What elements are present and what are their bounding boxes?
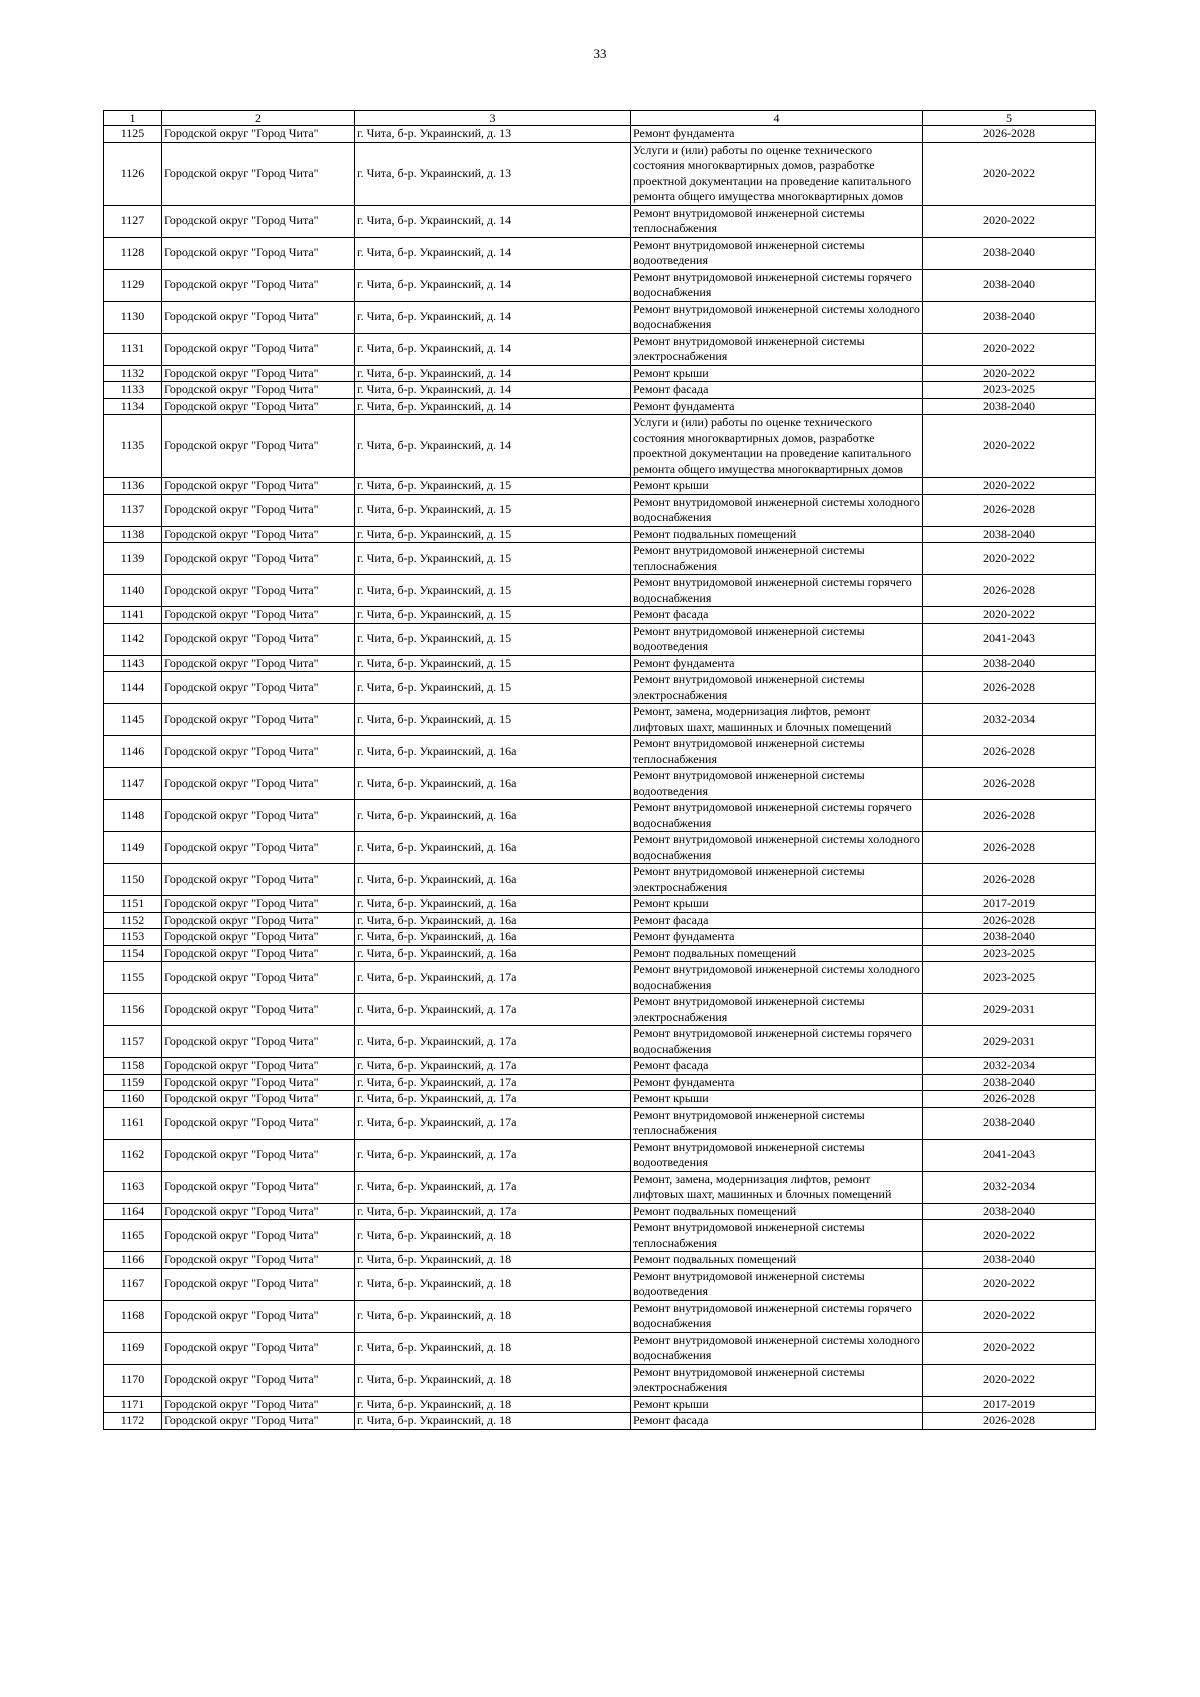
row-number-cell: 1126 [104,142,162,205]
municipality-cell: Городской округ "Город Чита" [162,1091,355,1108]
row-number-cell: 1133 [104,382,162,399]
table-row [104,575,1096,607]
work-type-cell: Ремонт фундамента [631,655,923,672]
work-type-cell: Ремонт внутридомовой инженерной системы горячего водоснабжения [631,1300,923,1332]
municipality-cell: Городской округ "Город Чита" [162,126,355,143]
address-cell: г. Чита, б-р. Украинский, д. 15 [355,478,631,495]
municipality-cell: Городской округ "Город Чита" [162,1026,355,1058]
row-number-cell: 1141 [104,607,162,624]
period-cell: 2038-2040 [923,929,1096,946]
table-body [104,126,1096,1430]
municipality-cell: Городской округ "Город Чита" [162,832,355,864]
period-cell: 2038-2040 [923,1107,1096,1139]
address-cell: г. Чита, б-р. Украинский, д. 14 [355,333,631,365]
address-cell: г. Чита, б-р. Украинский, д. 16а [355,768,631,800]
table-row [104,365,1096,382]
row-number-cell: 1161 [104,1107,162,1139]
period-cell: 2032-2034 [923,1058,1096,1075]
address-cell: г. Чита, б-р. Украинский, д. 14 [355,301,631,333]
period-cell: 2020-2022 [923,415,1096,478]
table-row [104,1074,1096,1091]
row-number-cell: 1140 [104,575,162,607]
work-type-cell: Ремонт внутридомовой инженерной системы горячего водоснабжения [631,800,923,832]
row-number-cell: 1155 [104,962,162,994]
municipality-cell: Городской округ "Город Чита" [162,1396,355,1413]
table-row [104,912,1096,929]
repair-schedule-table [103,110,1096,1430]
work-type-cell: Ремонт внутридомовой инженерной системы холодного водоснабжения [631,494,923,526]
address-cell: г. Чита, б-р. Украинский, д. 13 [355,126,631,143]
municipality-cell: Городской округ "Город Чита" [162,1332,355,1364]
table-row [104,543,1096,575]
table-row [104,142,1096,205]
period-cell: 2026-2028 [923,832,1096,864]
address-cell: г. Чита, б-р. Украинский, д. 18 [355,1413,631,1430]
municipality-cell: Городской округ "Город Чита" [162,736,355,768]
municipality-cell: Городской округ "Город Чита" [162,543,355,575]
table-row [104,945,1096,962]
table-row [104,415,1096,478]
row-number-cell: 1152 [104,912,162,929]
table-row [104,1058,1096,1075]
work-type-cell: Ремонт крыши [631,1091,923,1108]
row-number-cell: 1137 [104,494,162,526]
period-cell: 2038-2040 [923,237,1096,269]
period-cell: 2026-2028 [923,494,1096,526]
table-row [104,607,1096,624]
row-number-cell: 1159 [104,1074,162,1091]
table-row [104,929,1096,946]
work-type-cell: Ремонт внутридомовой инженерной системы теплоснабжения [631,543,923,575]
work-type-cell: Ремонт фасада [631,1413,923,1430]
address-cell: г. Чита, б-р. Украинский, д. 15 [355,704,631,736]
row-number-cell: 1162 [104,1139,162,1171]
municipality-cell: Городской округ "Город Чита" [162,478,355,495]
work-type-cell: Ремонт фасада [631,382,923,399]
work-type-cell: Ремонт внутридомовой инженерной системы водоотведения [631,768,923,800]
period-cell: 2026-2028 [923,126,1096,143]
table-row [104,1139,1096,1171]
work-type-cell: Ремонт внутридомовой инженерной системы электроснабжения [631,333,923,365]
work-type-cell: Ремонт крыши [631,365,923,382]
municipality-cell: Городской округ "Город Чита" [162,398,355,415]
address-cell: г. Чита, б-р. Украинский, д. 18 [355,1220,631,1252]
period-cell: 2026-2028 [923,864,1096,896]
period-cell: 2038-2040 [923,526,1096,543]
work-type-cell: Ремонт внутридомовой инженерной системы электроснабжения [631,672,923,704]
row-number-cell: 1146 [104,736,162,768]
municipality-cell: Городской округ "Город Чита" [162,365,355,382]
municipality-cell: Городской округ "Город Чита" [162,1220,355,1252]
work-type-cell: Ремонт внутридомовой инженерной системы холодного водоснабжения [631,1332,923,1364]
work-type-cell: Ремонт внутридомовой инженерной системы теплоснабжения [631,1107,923,1139]
municipality-cell: Городской округ "Город Чита" [162,704,355,736]
table-row [104,1026,1096,1058]
municipality-cell: Городской округ "Город Чита" [162,237,355,269]
work-type-cell: Ремонт внутридомовой инженерной системы теплоснабжения [631,736,923,768]
row-number-cell: 1143 [104,655,162,672]
work-type-cell: Ремонт внутридомовой инженерной системы электроснабжения [631,994,923,1026]
work-type-cell: Ремонт внутридомовой инженерной системы водоотведения [631,237,923,269]
municipality-cell: Городской округ "Город Чита" [162,1364,355,1396]
table-row [104,1268,1096,1300]
row-number-cell: 1144 [104,672,162,704]
row-number-cell: 1142 [104,623,162,655]
table-row [104,1332,1096,1364]
period-cell: 2020-2022 [923,1268,1096,1300]
table-row [104,896,1096,913]
row-number-cell: 1125 [104,126,162,143]
municipality-cell: Городской округ "Город Чита" [162,655,355,672]
column-header-2: 2 [162,111,355,126]
period-cell: 2038-2040 [923,1203,1096,1220]
row-number-cell: 1164 [104,1203,162,1220]
work-type-cell: Ремонт внутридомовой инженерной системы электроснабжения [631,1364,923,1396]
table-row [104,398,1096,415]
table-row [104,800,1096,832]
work-type-cell: Ремонт внутридомовой инженерной системы холодного водоснабжения [631,832,923,864]
column-header-3: 3 [355,111,631,126]
period-cell: 2032-2034 [923,704,1096,736]
row-number-cell: 1166 [104,1252,162,1269]
address-cell: г. Чита, б-р. Украинский, д. 13 [355,142,631,205]
municipality-cell: Городской округ "Город Чита" [162,269,355,301]
row-number-cell: 1132 [104,365,162,382]
table-row [104,269,1096,301]
municipality-cell: Городской округ "Город Чита" [162,382,355,399]
table-row [104,301,1096,333]
address-cell: г. Чита, б-р. Украинский, д. 17а [355,1058,631,1075]
work-type-cell: Ремонт внутридомовой инженерной системы холодного водоснабжения [631,301,923,333]
municipality-cell: Городской округ "Город Чита" [162,1300,355,1332]
address-cell: г. Чита, б-р. Украинский, д. 16а [355,912,631,929]
row-number-cell: 1171 [104,1396,162,1413]
address-cell: г. Чита, б-р. Украинский, д. 14 [355,398,631,415]
row-number-cell: 1131 [104,333,162,365]
address-cell: г. Чита, б-р. Украинский, д. 15 [355,575,631,607]
table-row [104,736,1096,768]
table-row [104,1091,1096,1108]
row-number-cell: 1157 [104,1026,162,1058]
work-type-cell: Ремонт внутридомовой инженерной системы горячего водоснабжения [631,1026,923,1058]
address-cell: г. Чита, б-р. Украинский, д. 14 [355,237,631,269]
work-type-cell: Ремонт внутридомовой инженерной системы горячего водоснабжения [631,575,923,607]
table-row [104,1203,1096,1220]
table-row [104,478,1096,495]
work-type-cell: Ремонт подвальных помещений [631,1203,923,1220]
period-cell: 2020-2022 [923,333,1096,365]
row-number-cell: 1151 [104,896,162,913]
table-row [104,655,1096,672]
address-cell: г. Чита, б-р. Украинский, д. 18 [355,1364,631,1396]
municipality-cell: Городской округ "Город Чита" [162,800,355,832]
table-row [104,1300,1096,1332]
table-row [104,1396,1096,1413]
table-row [104,494,1096,526]
period-cell: 2020-2022 [923,1364,1096,1396]
period-cell: 2026-2028 [923,672,1096,704]
municipality-cell: Городской округ "Город Чита" [162,864,355,896]
municipality-cell: Городской округ "Город Чита" [162,205,355,237]
row-number-cell: 1172 [104,1413,162,1430]
row-number-cell: 1128 [104,237,162,269]
row-number-cell: 1167 [104,1268,162,1300]
address-cell: г. Чита, б-р. Украинский, д. 17а [355,1074,631,1091]
table-row [104,1413,1096,1430]
municipality-cell: Городской округ "Город Чита" [162,1252,355,1269]
period-cell: 2032-2034 [923,1171,1096,1203]
work-type-cell: Ремонт внутридомовой инженерной системы горячего водоснабжения [631,269,923,301]
municipality-cell: Городской округ "Город Чита" [162,1171,355,1203]
address-cell: г. Чита, б-р. Украинский, д. 18 [355,1396,631,1413]
municipality-cell: Городской округ "Город Чита" [162,1074,355,1091]
work-type-cell: Ремонт внутридомовой инженерной системы водоотведения [631,1268,923,1300]
row-number-cell: 1168 [104,1300,162,1332]
period-cell: 2026-2028 [923,575,1096,607]
address-cell: г. Чита, б-р. Украинский, д. 15 [355,526,631,543]
municipality-cell: Городской округ "Город Чита" [162,962,355,994]
table-row [104,237,1096,269]
table-row [104,333,1096,365]
municipality-cell: Городской округ "Город Чита" [162,1268,355,1300]
column-header-4: 4 [631,111,923,126]
work-type-cell: Ремонт, замена, модернизация лифтов, ремонт лифтовых шахт, машинных и блочных помещений [631,1171,923,1203]
period-cell: 2038-2040 [923,269,1096,301]
period-cell: 2017-2019 [923,896,1096,913]
period-cell: 2020-2022 [923,1220,1096,1252]
municipality-cell: Городской округ "Город Чита" [162,1413,355,1430]
table-row [104,382,1096,399]
period-cell: 2026-2028 [923,736,1096,768]
municipality-cell: Городской округ "Город Чита" [162,415,355,478]
table-row [104,962,1096,994]
municipality-cell: Городской округ "Город Чита" [162,672,355,704]
address-cell: г. Чита, б-р. Украинский, д. 17а [355,1171,631,1203]
table-row [104,994,1096,1026]
column-header-1: 1 [104,111,162,126]
address-cell: г. Чита, б-р. Украинский, д. 17а [355,962,631,994]
municipality-cell: Городской округ "Город Чита" [162,623,355,655]
period-cell: 2017-2019 [923,1396,1096,1413]
row-number-cell: 1148 [104,800,162,832]
period-cell: 2041-2043 [923,623,1096,655]
period-cell: 2038-2040 [923,398,1096,415]
municipality-cell: Городской округ "Город Чита" [162,1107,355,1139]
row-number-cell: 1135 [104,415,162,478]
period-cell: 2026-2028 [923,1413,1096,1430]
period-cell: 2020-2022 [923,543,1096,575]
address-cell: г. Чита, б-р. Украинский, д. 16а [355,832,631,864]
row-number-cell: 1160 [104,1091,162,1108]
work-type-cell: Ремонт внутридомовой инженерной системы теплоснабжения [631,1220,923,1252]
row-number-cell: 1145 [104,704,162,736]
work-type-cell: Ремонт фундамента [631,929,923,946]
municipality-cell: Городской округ "Город Чита" [162,301,355,333]
period-cell: 2020-2022 [923,607,1096,624]
address-cell: г. Чита, б-р. Украинский, д. 17а [355,994,631,1026]
period-cell: 2020-2022 [923,142,1096,205]
table-row [104,205,1096,237]
row-number-cell: 1156 [104,994,162,1026]
row-number-cell: 1153 [104,929,162,946]
table-row [104,1252,1096,1269]
work-type-cell: Ремонт фасада [631,912,923,929]
work-type-cell: Ремонт фундамента [631,1074,923,1091]
address-cell: г. Чита, б-р. Украинский, д. 17а [355,1107,631,1139]
table-row [104,1220,1096,1252]
period-cell: 2020-2022 [923,1300,1096,1332]
table-row [104,832,1096,864]
row-number-cell: 1169 [104,1332,162,1364]
period-cell: 2029-2031 [923,994,1096,1026]
table-row [104,1364,1096,1396]
period-cell: 2020-2022 [923,365,1096,382]
work-type-cell: Услуги и (или) работы по оценке технического состояния многоквартирных домов, разработке проектной документации на проведение капитального ремонта общего имущества многоквартирных домов [631,415,923,478]
address-cell: г. Чита, б-р. Украинский, д. 17а [355,1091,631,1108]
work-type-cell: Ремонт крыши [631,1396,923,1413]
work-type-cell: Ремонт фундамента [631,398,923,415]
row-number-cell: 1149 [104,832,162,864]
municipality-cell: Городской округ "Город Чита" [162,526,355,543]
address-cell: г. Чита, б-р. Украинский, д. 18 [355,1332,631,1364]
municipality-cell: Городской округ "Город Чита" [162,945,355,962]
row-number-cell: 1170 [104,1364,162,1396]
address-cell: г. Чита, б-р. Украинский, д. 16а [355,896,631,913]
row-number-cell: 1163 [104,1171,162,1203]
period-cell: 2026-2028 [923,800,1096,832]
address-cell: г. Чита, б-р. Украинский, д. 17а [355,1026,631,1058]
period-cell: 2020-2022 [923,205,1096,237]
work-type-cell: Ремонт подвальных помещений [631,945,923,962]
row-number-cell: 1165 [104,1220,162,1252]
table-row [104,1171,1096,1203]
address-cell: г. Чита, б-р. Украинский, д. 15 [355,543,631,575]
period-cell: 2038-2040 [923,1252,1096,1269]
work-type-cell: Ремонт внутридомовой инженерной системы водоотведения [631,1139,923,1171]
row-number-cell: 1134 [104,398,162,415]
period-cell: 2020-2022 [923,1332,1096,1364]
municipality-cell: Городской округ "Город Чита" [162,607,355,624]
address-cell: г. Чита, б-р. Украинский, д. 17а [355,1203,631,1220]
address-cell: г. Чита, б-р. Украинский, д. 16а [355,945,631,962]
work-type-cell: Услуги и (или) работы по оценке технического состояния многоквартирных домов, разработке проектной документации на проведение капитального ремонта общего имущества многоквартирных домов [631,142,923,205]
municipality-cell: Городской округ "Город Чита" [162,896,355,913]
work-type-cell: Ремонт подвальных помещений [631,526,923,543]
address-cell: г. Чита, б-р. Украинский, д. 14 [355,205,631,237]
table-row [104,704,1096,736]
table-row [104,768,1096,800]
period-cell: 2038-2040 [923,1074,1096,1091]
period-cell: 2041-2043 [923,1139,1096,1171]
period-cell: 2038-2040 [923,301,1096,333]
work-type-cell: Ремонт фасада [631,607,923,624]
row-number-cell: 1150 [104,864,162,896]
table-row [104,623,1096,655]
address-cell: г. Чита, б-р. Украинский, д. 18 [355,1268,631,1300]
municipality-cell: Городской округ "Город Чита" [162,1058,355,1075]
work-type-cell: Ремонт внутридомовой инженерной системы теплоснабжения [631,205,923,237]
work-type-cell: Ремонт подвальных помещений [631,1252,923,1269]
work-type-cell: Ремонт, замена, модернизация лифтов, ремонт лифтовых шахт, машинных и блочных помещений [631,704,923,736]
row-number-cell: 1154 [104,945,162,962]
period-cell: 2023-2025 [923,962,1096,994]
row-number-cell: 1127 [104,205,162,237]
period-cell: 2026-2028 [923,768,1096,800]
work-type-cell: Ремонт внутридомовой инженерной системы водоотведения [631,623,923,655]
row-number-cell: 1129 [104,269,162,301]
work-type-cell: Ремонт фундамента [631,126,923,143]
municipality-cell: Городской округ "Город Чита" [162,929,355,946]
period-cell: 2023-2025 [923,945,1096,962]
work-type-cell: Ремонт внутридомовой инженерной системы холодного водоснабжения [631,962,923,994]
address-cell: г. Чита, б-р. Украинский, д. 15 [355,494,631,526]
municipality-cell: Городской округ "Город Чита" [162,912,355,929]
table-row [104,864,1096,896]
address-cell: г. Чита, б-р. Украинский, д. 17а [355,1139,631,1171]
address-cell: г. Чита, б-р. Украинский, д. 15 [355,623,631,655]
address-cell: г. Чита, б-р. Украинский, д. 15 [355,655,631,672]
address-cell: г. Чита, б-р. Украинский, д. 15 [355,607,631,624]
table-row [104,526,1096,543]
table-row [104,126,1096,143]
address-cell: г. Чита, б-р. Украинский, д. 14 [355,365,631,382]
municipality-cell: Городской округ "Город Чита" [162,333,355,365]
row-number-cell: 1147 [104,768,162,800]
municipality-cell: Городской округ "Город Чита" [162,575,355,607]
municipality-cell: Городской округ "Город Чита" [162,142,355,205]
period-cell: 2023-2025 [923,382,1096,399]
address-cell: г. Чита, б-р. Украинский, д. 14 [355,269,631,301]
row-number-cell: 1158 [104,1058,162,1075]
municipality-cell: Городской округ "Город Чита" [162,1203,355,1220]
address-cell: г. Чита, б-р. Украинский, д. 14 [355,382,631,399]
row-number-cell: 1136 [104,478,162,495]
address-cell: г. Чита, б-р. Украинский, д. 15 [355,672,631,704]
municipality-cell: Городской округ "Город Чита" [162,494,355,526]
table-row [104,1107,1096,1139]
column-header-5: 5 [923,111,1096,126]
header-row [104,111,1096,126]
period-cell: 2026-2028 [923,912,1096,929]
address-cell: г. Чита, б-р. Украинский, д. 16а [355,929,631,946]
address-cell: г. Чита, б-р. Украинский, д. 16а [355,864,631,896]
work-type-cell: Ремонт крыши [631,478,923,495]
table-row [104,672,1096,704]
page-number: 33 [593,46,607,61]
address-cell: г. Чита, б-р. Украинский, д. 16а [355,736,631,768]
period-cell: 2020-2022 [923,478,1096,495]
work-type-cell: Ремонт крыши [631,896,923,913]
period-cell: 2029-2031 [923,1026,1096,1058]
work-type-cell: Ремонт внутридомовой инженерной системы электроснабжения [631,864,923,896]
row-number-cell: 1130 [104,301,162,333]
address-cell: г. Чита, б-р. Украинский, д. 18 [355,1300,631,1332]
row-number-cell: 1139 [104,543,162,575]
work-type-cell: Ремонт фасада [631,1058,923,1075]
municipality-cell: Городской округ "Город Чита" [162,994,355,1026]
address-cell: г. Чита, б-р. Украинский, д. 14 [355,415,631,478]
row-number-cell: 1138 [104,526,162,543]
municipality-cell: Городской округ "Город Чита" [162,1139,355,1171]
period-cell: 2038-2040 [923,655,1096,672]
period-cell: 2026-2028 [923,1091,1096,1108]
address-cell: г. Чита, б-р. Украинский, д. 18 [355,1252,631,1269]
address-cell: г. Чита, б-р. Украинский, д. 16а [355,800,631,832]
municipality-cell: Городской округ "Город Чита" [162,768,355,800]
